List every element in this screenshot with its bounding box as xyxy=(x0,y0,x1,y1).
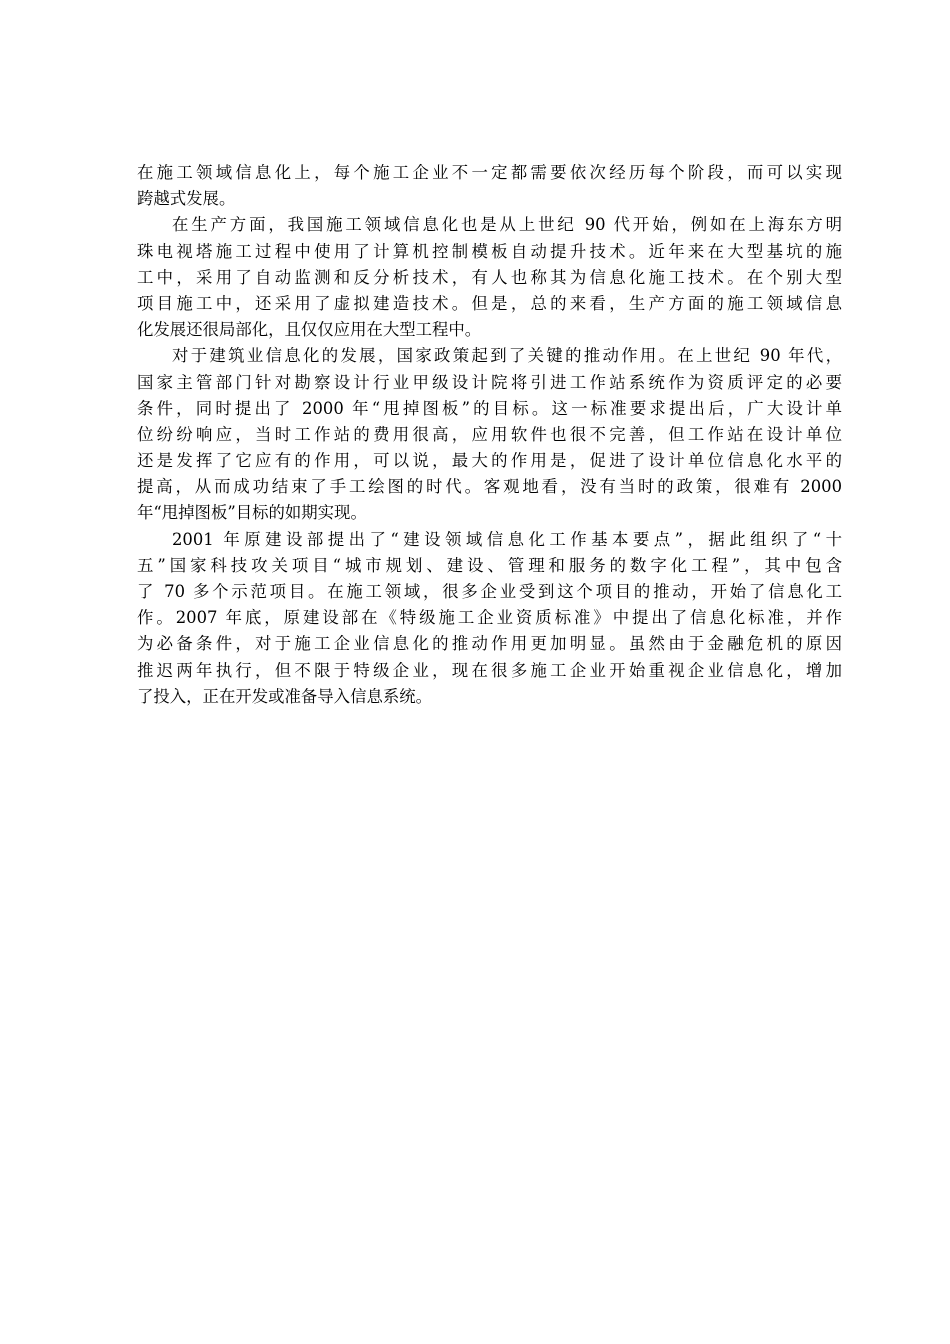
text-line: 推迟两年执行，但不限于特级企业，现在很多施工企业开始重视企业信息化，增加 xyxy=(137,660,842,680)
text-line: 珠电视塔施工过程中使用了计算机控制模板自动提升技术。近年来在大型基坑的施 xyxy=(137,241,842,261)
text-line: 作。2007 年底，原建设部在《特级施工企业资质标准》中提出了信息化标准，并作 xyxy=(137,608,842,628)
document-body xyxy=(137,160,842,710)
text-line: 对于建筑业信息化的发展，国家政策起到了关键的推动作用。在上世纪 90 年代， xyxy=(172,346,842,366)
text-line: 了投入，正在开发或准备导入信息系统。 xyxy=(137,686,433,706)
text-line: 工中，采用了自动监测和反分析技术，有人也称其为信息化施工技术。在个别大型 xyxy=(137,267,842,287)
paragraph-3 xyxy=(137,343,842,526)
text-line: 2001 年原建设部提出了“建设领域信息化工作基本要点”，据此组织了“十 xyxy=(172,529,842,549)
text-line: 项目施工中，还采用了虚拟建造技术。但是，总的来看，生产方面的施工领域信息 xyxy=(137,293,842,313)
text-line: 条件，同时提出了 2000 年“甩掉图板”的目标。这一标准要求提出后，广大设计单 xyxy=(137,398,842,418)
text-line: 为必备条件，对于施工企业信息化的推动作用更加明显。虽然由于金融危机的原因 xyxy=(137,634,842,654)
paragraph-2 xyxy=(137,212,842,343)
paragraph-1 xyxy=(137,160,842,212)
text-line: 五”国家科技攻关项目“城市规划、建设、管理和服务的数字化工程”，其中包含 xyxy=(137,555,842,575)
text-line: 在施工领域信息化上，每个施工企业不一定都需要依次经历每个阶段，而可以实现 xyxy=(137,163,842,182)
paragraph-4 xyxy=(137,527,842,710)
text-line: 跨越式发展。 xyxy=(137,189,236,209)
text-line: 在生产方面，我国施工领域信息化也是从上世纪 90 代开始，例如在上海东方明 xyxy=(172,215,842,235)
text-line: 了 70 多个示范项目。在施工领域，很多企业受到这个项目的推动，开始了信息化工 xyxy=(137,582,842,601)
text-line: 化发展还很局部化，且仅仅应用在大型工程中。 xyxy=(137,320,482,340)
text-line: 年“甩掉图板”目标的如期实现。 xyxy=(137,503,367,523)
text-line: 提高，从而成功结束了手工绘图的时代。客观地看，没有当时的政策，很难有 2000 xyxy=(137,477,842,497)
text-line: 还是发挥了它应有的作用，可以说，最大的作用是，促进了设计单位信息化水平的 xyxy=(137,451,842,471)
text-line: 位纷纷响应，当时工作站的费用很高，应用软件也很不完善，但工作站在设计单位 xyxy=(137,424,842,444)
text-line: 国家主管部门针对勘察设计行业甲级设计院将引进工作站系统作为资质评定的必要 xyxy=(137,372,842,392)
